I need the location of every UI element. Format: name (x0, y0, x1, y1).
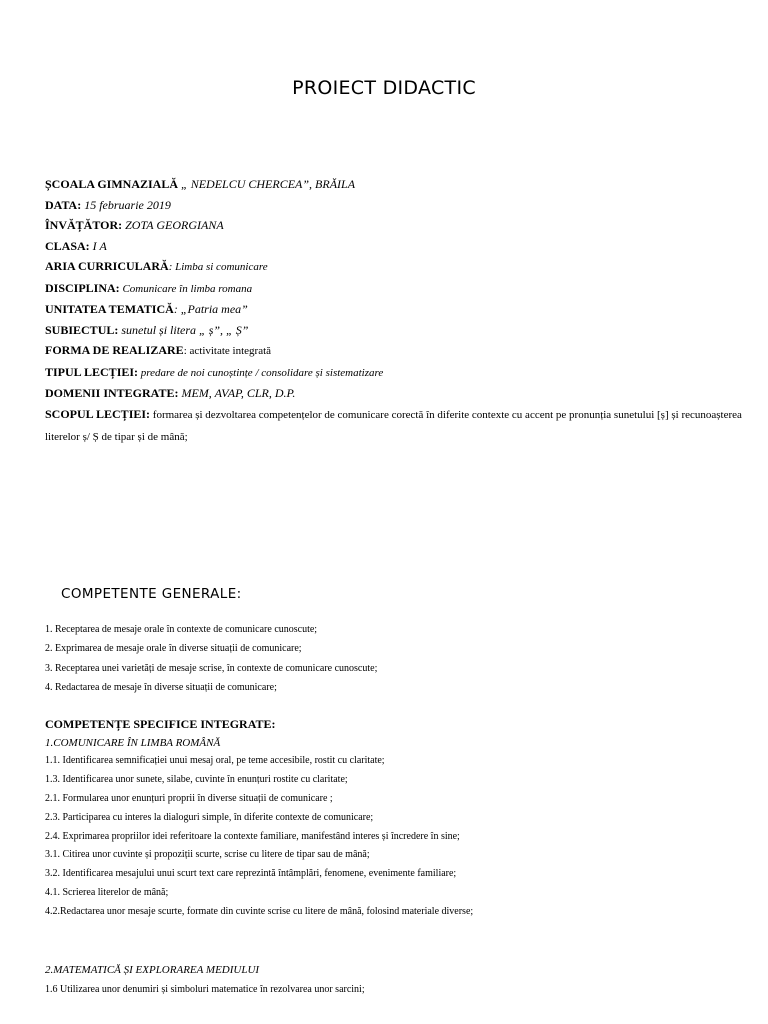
info-forma (45, 340, 745, 362)
data-value: 15 februarie 2019 (81, 197, 171, 212)
invatator-value: ZOTA GEORGIANA (122, 218, 224, 232)
aria-label: ARIA CURRICULARĂ (45, 259, 169, 273)
domenii-value: MEM, AVAP, CLR, D.P. (178, 386, 296, 400)
tipul-value: predare de noi cunoștințe / consolidare și sistematizare (138, 366, 384, 379)
section-title-matematica: 2.MATEMATICĂ ȘI EXPLORAREA MEDIULUI (45, 964, 260, 976)
competente-specifice-heading: COMPETENȚE SPECIFICE INTEGRATE: (45, 717, 276, 731)
list-item: 3.2. Identificarea mesajului unui scurt text care reprezintă întâmplări, fenomene, evenimente familiare; (45, 868, 457, 880)
subiectul-value: sunetul și litera „ ș”, „ Ș” (118, 322, 249, 337)
info-subiectul (45, 320, 745, 341)
info-tipul (45, 362, 745, 384)
disciplina-value: Comunicare în limba romana (119, 282, 253, 295)
info-scopul (45, 404, 745, 448)
clasa-value: I A (89, 238, 107, 253)
info-aria (45, 256, 745, 278)
section-title-comunicare: 1.COMUNICARE ÎN LIMBA ROMÂNĂ (45, 737, 221, 749)
info-unitatea (45, 299, 745, 320)
info-invatator (45, 215, 745, 236)
list-item: 4.2.Redactarea unor mesaje scurte, formate din cuvinte scrise cu litere de mână, folosind materiale diverse; (45, 906, 474, 918)
lesson-info (45, 174, 745, 448)
invatator-label: ÎNVĂȚĂTOR: (45, 218, 123, 232)
list-item: 3. Receptarea unei varietăți de mesaje scrise, în contexte de comunicare cunoscute; (45, 662, 378, 674)
disciplina-label: DISCIPLINA: (45, 280, 120, 295)
list-item: 1.3. Identificarea unor sunete, silabe, cuvinte în enunțuri rostite cu claritate; (45, 773, 348, 785)
tipul-label: TIPUL LECȚIEI: (45, 364, 139, 379)
forma-value: : activitate integrată (183, 345, 272, 357)
list-item: 1.6 Utilizarea unor denumiri și simboluri matematice în rezolvarea unor sarcini; (45, 984, 365, 995)
clasa-label: CLASA: (45, 238, 90, 253)
list-item: 3.1. Citirea unor cuvinte și propoziții scurte, scrise cu litere de tipar sau de mână; (45, 849, 370, 861)
forma-label: FORMA DE REALIZARE (45, 343, 184, 357)
list-item: 2.3. Participarea cu interes la dialoguri simple, în diferite contexte de comunicare; (45, 811, 374, 823)
list-item: 2.1. Formularea unor enunțuri proprii în diverse situații de comunicare ; (45, 792, 333, 804)
domenii-label: DOMENII INTEGRATE: (45, 386, 179, 400)
subiectul-label: SUBIECTUL: (45, 322, 119, 337)
list-item: 2. Exprimarea de mesaje orale în diverse situații de comunicare; (45, 643, 302, 655)
list-item: 1.1. Identificarea semnificației unui mesaj oral, pe teme accesibile, rostit cu claritate; (45, 755, 385, 766)
competente-generale-heading: COMPETENTE GENERALE: (61, 586, 242, 602)
scoala-label: ȘCOALA GIMNAZIALĂ (45, 177, 179, 191)
section-matematica (45, 961, 745, 999)
scopul-label: SCOPUL LECȚIEI: (45, 406, 151, 421)
unitatea-value: : „Patria mea” (173, 302, 248, 316)
data-label: DATA: (45, 197, 82, 212)
list-item: 4. Redactarea de mesaje în diverse situații de comunicare; (45, 681, 277, 693)
aria-value: : Limba si comunicare (168, 261, 268, 273)
info-disciplina (45, 278, 745, 300)
scopul-value: formarea și dezvoltarea competențelor de comunicare corectă în diferite contexte cu accent pe pronunția sunetului [ș] și recunoașterea literelor ș/ Ș de tipar și de mână; (45, 408, 742, 443)
info-domenii (45, 383, 745, 404)
scoala-value: „ NEDELCU CHERCEA”, BRĂILA (178, 177, 356, 191)
info-data (45, 195, 745, 216)
competente-specifice (45, 715, 755, 922)
info-scoala (45, 174, 745, 195)
competente-generale-list (45, 620, 745, 697)
list-item: 4.1. Scrierea literelor de mână; (45, 887, 169, 899)
unitatea-label: UNITATEA TEMATICĂ (45, 302, 174, 316)
document-title: PROIECT DIDACTIC (292, 77, 476, 99)
info-clasa (45, 236, 745, 257)
list-item: 1. Receptarea de mesaje orale în contexte de comunicare cunoscute; (45, 624, 318, 635)
list-item: 2.4. Exprimarea propriilor idei referitoare la contexte familiare, manifestând interes și încredere în sine; (45, 830, 460, 842)
